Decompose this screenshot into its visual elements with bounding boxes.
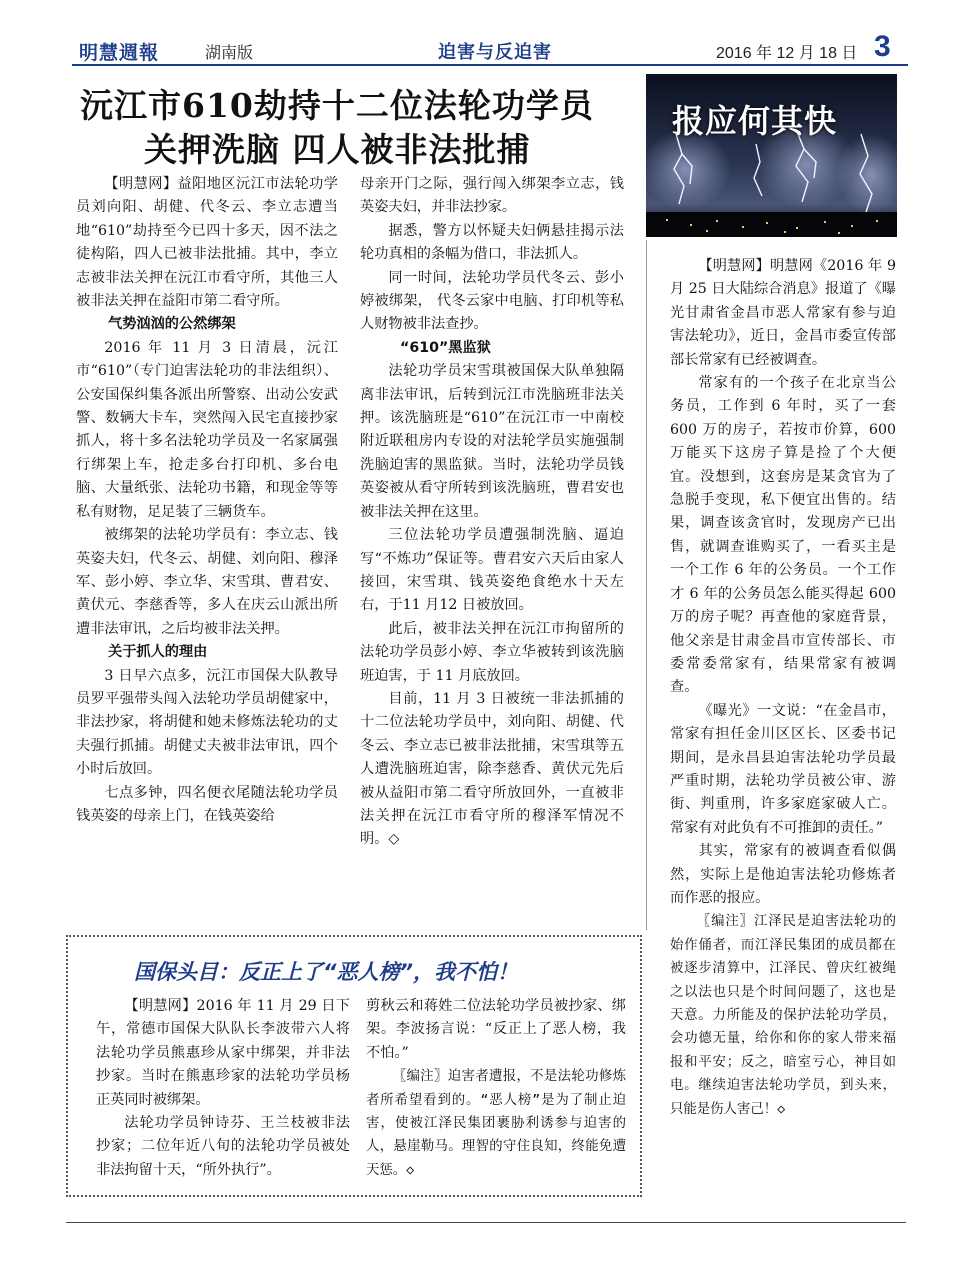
side-article-title: 报应何其快 <box>672 102 838 140</box>
edition-label: 湖南版 <box>205 43 254 62</box>
paragraph: 母亲开门之际，强行闯入绑架李立志，钱英姿夫妇，并非法抄家。 <box>360 176 624 216</box>
column-divider <box>646 240 647 930</box>
paragraph: 目前，11 月 3 日被统一非法抓捕的十二位法轮功学员中，刘向阳、胡健、代冬云、李立志已被非法批捕，宋雪琪等五人遭洗脑班迫害，除李慈香、黄伏元先后被从益阳市第二看守所放回外，一直被非法关押在沅江市看守所的穆泽军情况不明。◇ <box>360 690 624 848</box>
section-title: 迫害与反迫害 <box>438 42 552 63</box>
paragraph: 法轮功学员宋雪琪被国保大队单独隔离非法审讯，后转到沅江市洗脑班非法关押。该洗脑班是“610”在沅江市一中南校附近联租房内专设的对法轮学员实施强制洗脑迫害的黑监狱。当时，法轮功学员钱英姿被从看守所转到该洗脑班，曹君安也被非法关押在这里。 <box>360 363 624 520</box>
paragraph: 常家有的一个孩子在北京当公务员，工作到 6 年时，买了一套 600 万的房子，若按市价算，600 万能买下这房子算是捡了个大便宜。没想到，这套房是某贪官为了急脱手变现，私下便宜出售的。结果，调查该贪官时，发现房产已出售，就调查谁购买了，一看买主是一个工作 6 年的公务员。一个工作才 6 年的公务员怎么能买得起 600 万的房子呢？再查他的家庭背景，他父亲是甘肃金昌市宣传部长、市委常委常家有，结果常家有被调查。 <box>670 375 896 696</box>
paragraph: 其实，常家有的被调查看似偶然，实际上是他迫害法轮功修炼者而作恶的报应。 <box>670 843 896 906</box>
editor-note: 〖编注〗江泽民是迫害法轮功的始作俑者，而江泽民集团的成员都在被逐步清算中，江泽民、曾庆红被绳之以法也只是个时间问题了，这也是天意。力所能及的保护法轮功学员，会功德无量，给你和你的家人带来福报和平安；反之，暗室亏心，神目如电。继续迫害法轮功学员，到头来，只能是伤人害己！◇ <box>670 914 896 1117</box>
side-article-column <box>670 255 896 1121</box>
paragraph: 2016 年 11 月 3 日清晨，沅江市“610”（专门迫害法轮功的非法组织）、公安国保纠集各派出所警察、出动公安武警、数辆大卡车，突然闯入民宅直接抄家抓人，将十多名法轮功学员及一名家属强行绑架上车，抢走多台打印机、多台电脑、大量纸张、法轮功书籍，和现金等等私有财物，足足装了三辆货车。 <box>76 339 338 520</box>
paragraph: 七点多钟，四名便衣尾随法轮功学员钱英姿的母亲上门，在钱英姿给 <box>76 784 338 824</box>
paragraph: 【明慧网】明慧网《2016 年 9 月 25 日大陆综合消息》报道了《曝光甘肃省金昌市恶人常家有参与迫害法轮功》，近日，金昌市委宣传部部长常家有已经被调查。 <box>670 258 896 368</box>
header-rule <box>72 64 908 66</box>
page-number: 3 <box>874 30 891 63</box>
paragraph: 【明慧网】益阳地区沅江市法轮功学员刘向阳、胡健、代冬云、李立志遭当地“610”劫持至今已四十多天，因不法之徒构陷，四人已被非法批捕。其中，李立志被非法关押在沅江市看守所，其他三人被非法关押在益阳市第二看守所。 <box>76 176 338 310</box>
main-article-title-line2: 关押洗脑 四人被非法批捕 <box>144 130 531 169</box>
editor-note: 〖编注〗迫害者遭报，不是法轮功修炼者所希望看到的。“恶人榜”是为了制止迫害，使被江泽民集团裹胁利诱参与迫害的人，悬崖勒马。理智的守住良知，终能免遭天惩。◇ <box>366 1069 626 1178</box>
paragraph: 此后，被非法关押在沅江市拘留所的法轮功学员彭小婷、李立华被转到该洗脑班迫害，于 11 月底放回。 <box>360 620 624 684</box>
subheading: 气势汹汹的公然绑架 <box>108 316 236 333</box>
paragraph: 三位法轮功学员遭强制洗脑、逼迫写“不炼功”保证等。曹君安六天后由家人接回，宋雪琪、钱英姿绝食绝水十天左右，于11 月12 日被放回。 <box>360 527 624 614</box>
subheading: 关于抓人的理由 <box>108 644 208 661</box>
boxed-article-title: 国保头目：反正上了“恶人榜”，我不怕！ <box>134 960 519 984</box>
paragraph: 【明慧网】2016 年 11 月 29 日下午，常德市国保大队队长李波带六人将法轮功学员熊惠珍从家中绑架，并非法抄家。当时在熊惠珍家的法轮功学员杨正英同时被绑架。 <box>96 998 350 1108</box>
paragraph: 《曝光》一文说：“在金昌市，常家有担任金川区区长、区委书记期间，是永昌县迫害法轮功学员最严重时期，法轮功学员被公审、游街、判重刑，许多家庭家破人亡。常家有对此负有不可推卸的责任。” <box>670 702 896 836</box>
paragraph: 法轮功学员钟诗芬、王兰枝被非法抄家；二位年近八旬的法轮功学员被处非法拘留十天，“所外执行”。 <box>96 1115 350 1178</box>
boxed-article-column-2 <box>366 995 626 1182</box>
main-article-column-2 <box>360 173 624 852</box>
newspaper-name: 明慧週報 <box>79 42 160 64</box>
issue-date: 2016 年 12 月 18 日 <box>716 45 858 62</box>
paragraph: 3 日早六点多，沅江市国保大队教导员罗平强带头闯入法轮功学员胡健家中，非法抄家，将胡健和她未修炼法轮功的丈夫强行抓捕。胡健丈夫被非法审讯，四个小时后放回。 <box>76 667 338 778</box>
paragraph: 剪秋云和蒋姓二位法轮功学员被抄家、绑架。李波扬言说：“反正上了恶人榜，我不怕。” <box>366 998 626 1061</box>
footer-rule <box>66 1222 906 1223</box>
boxed-article-column-1 <box>96 995 350 1182</box>
main-article-title-line1: 沅江市610劫持十二位法轮功学员 <box>80 86 594 125</box>
subheading: “610”黑监狱 <box>400 339 491 356</box>
paragraph: 据悉，警方以怀疑夫妇俩悬挂揭示法轮功真相的条幅为借口，非法抓人。 <box>360 222 624 263</box>
main-article-column-1 <box>76 173 338 828</box>
paragraph: 同一时间，法轮功学员代冬云、彭小婷被绑架， 代冬云家中电脑、打印机等私人财物被非法查抄。 <box>360 269 624 333</box>
paragraph: 被绑架的法轮功学员有：李立志、钱英姿夫妇，代冬云、胡健、刘向阳、穆泽军、彭小婷、李立华、宋雪琪、曹君安、黄伏元、李慈香等，多人在庆云山派出所遭非法审讯，之后均被非法关押。 <box>76 527 338 637</box>
